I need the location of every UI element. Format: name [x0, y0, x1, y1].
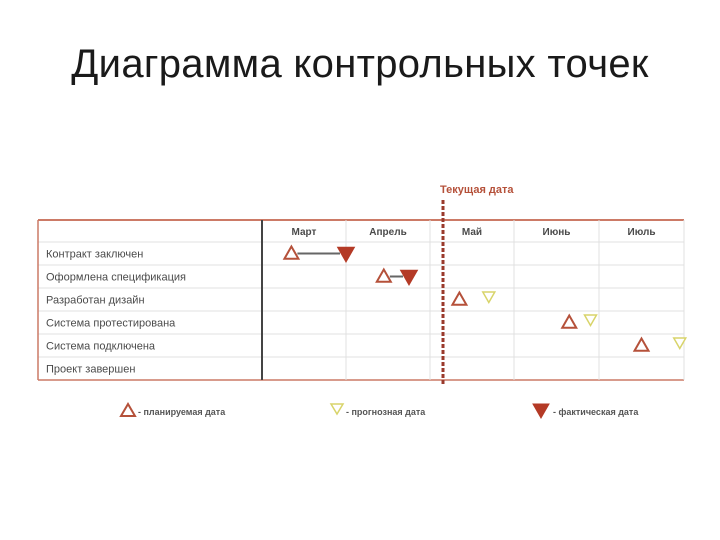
milestone-name: Система протестирована: [46, 317, 176, 330]
planned-date-marker: [452, 293, 466, 305]
planned-date-marker: [635, 339, 649, 351]
legend-planned-icon: [121, 404, 135, 416]
milestone-name: Система подключена: [46, 340, 156, 353]
planned-date-marker: [562, 316, 576, 328]
milestone-name: Проект завершен: [46, 363, 136, 376]
month-header: Июль: [627, 227, 656, 238]
actual-date-marker: [338, 248, 354, 262]
milestone-name: Контракт заключен: [46, 248, 144, 261]
planned-date-marker: [284, 247, 298, 259]
legend-actual-icon: [533, 404, 549, 418]
milestone-name: Разработан дизайн: [46, 294, 145, 307]
legend-actual-label: - фактическая дата: [553, 407, 639, 417]
month-header: Июнь: [542, 227, 571, 238]
planned-date-marker: [377, 270, 391, 282]
current-date-label: Текущая дата: [440, 184, 514, 196]
legend-forecast-icon: [331, 404, 343, 414]
forecast-date-marker: [483, 292, 495, 303]
legend-planned-label: - планируемая дата: [138, 407, 226, 417]
slide-title: Диаграмма контрольных точек: [71, 42, 649, 86]
milestone-name: Оформлена спецификация: [46, 271, 186, 284]
legend-forecast-label: - прогнозная дата: [346, 407, 426, 417]
month-header: Март: [291, 227, 317, 238]
month-header: Май: [461, 227, 483, 238]
month-header: Апрель: [369, 227, 407, 238]
actual-date-marker: [401, 271, 417, 285]
forecast-date-marker: [585, 315, 597, 326]
